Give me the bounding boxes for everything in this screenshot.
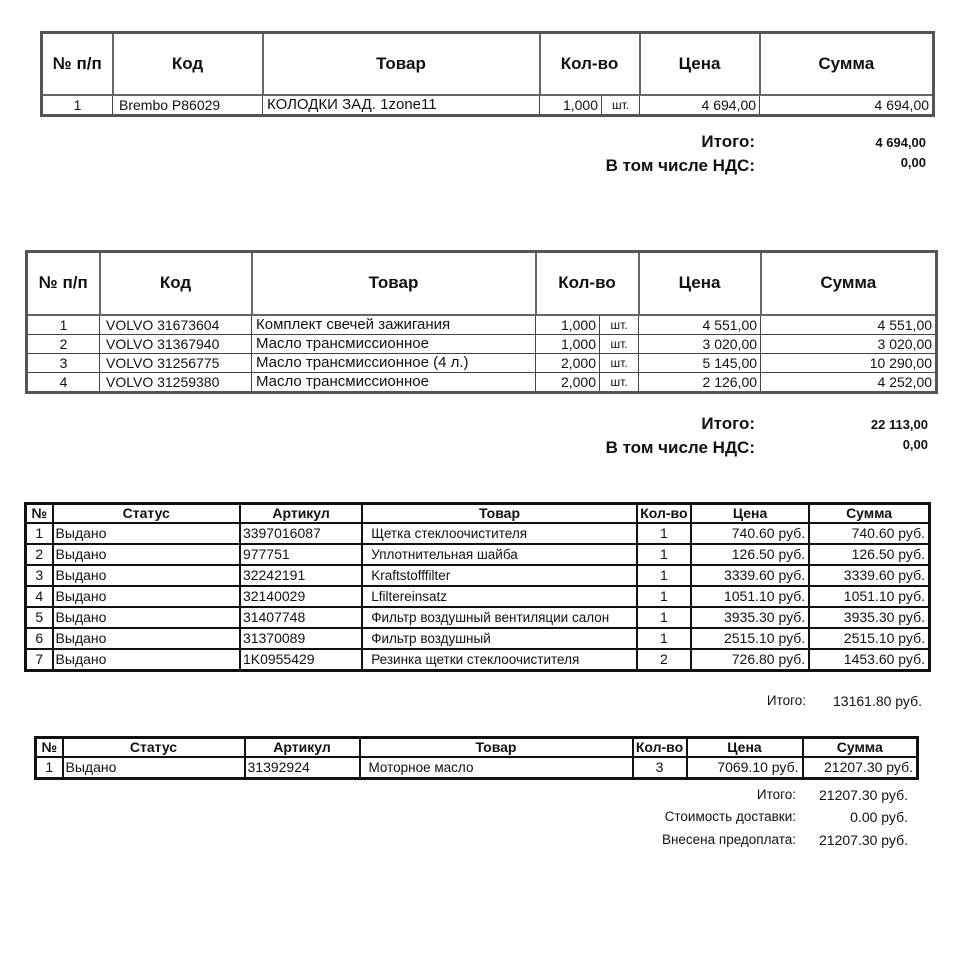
- row-price: 1051.10 руб.: [691, 586, 809, 607]
- row-status: Выдано: [53, 544, 240, 565]
- invoice-header-row: [27, 252, 937, 315]
- row-item: Щетка стеклоочистителя: [362, 523, 637, 544]
- row-num: 7: [26, 649, 53, 671]
- table-row: [26, 628, 930, 649]
- row-qty: 1,000: [536, 315, 600, 335]
- col-header-item: Товар: [252, 252, 536, 315]
- row-status: Выдано: [63, 757, 245, 779]
- order1-total-label: Итого:: [766, 693, 806, 708]
- row-item: Фильтр воздушный: [362, 628, 637, 649]
- row-price: 3 020,00: [639, 334, 761, 353]
- invoice2-vat-label: В том числе НДС:: [605, 438, 755, 457]
- col-header-sum: Сумма: [760, 33, 934, 95]
- row-qty: 1: [637, 523, 691, 544]
- row-sum: 4 551,00: [761, 315, 937, 335]
- table-row: [27, 315, 937, 335]
- row-num: 1: [36, 757, 63, 779]
- row-sum: 3935.30 руб.: [809, 607, 929, 628]
- col-header-sum: Сумма: [761, 252, 937, 315]
- col-header-code: Код: [113, 33, 263, 95]
- row-article: 32242191: [240, 565, 362, 586]
- col-header-qty: Кол-во: [540, 33, 640, 95]
- table-row: [26, 523, 930, 544]
- invoice1-total-value: 4 694,00: [875, 135, 926, 150]
- row-qty: 2,000: [536, 372, 600, 392]
- row-item: Масло трансмиссионное: [252, 372, 536, 392]
- row-code: VOLVO 31673604: [100, 315, 252, 335]
- col-header-article: Артикул: [240, 504, 362, 524]
- col-header-status: Статус: [53, 504, 240, 524]
- row-qty: 1: [637, 586, 691, 607]
- row-article: 1K0955429: [240, 649, 362, 671]
- row-price: 3339.60 руб.: [691, 565, 809, 586]
- row-sum: 4 694,00: [760, 95, 934, 116]
- col-header-price: Цена: [687, 738, 803, 758]
- row-code: VOLVO 31256775: [100, 353, 252, 372]
- invoice2-total-value: 22 113,00: [870, 417, 928, 432]
- row-unit: шт.: [602, 95, 640, 116]
- row-num: 1: [42, 95, 113, 116]
- table-row: [27, 353, 937, 372]
- table-row: [26, 607, 930, 628]
- row-article: 3397016087: [240, 523, 362, 544]
- row-article: 977751: [240, 544, 362, 565]
- row-item: Резинка щетки стеклоочистителя: [362, 649, 637, 671]
- row-qty: 1: [637, 607, 691, 628]
- col-header-num: № п/п: [42, 33, 113, 95]
- row-sum: 1453.60 руб.: [809, 649, 929, 671]
- invoice2-vat-value: 0,00: [902, 437, 928, 452]
- order-table-1: [24, 502, 931, 672]
- row-sum: 3339.60 руб.: [809, 565, 929, 586]
- table-row: [36, 757, 918, 779]
- table-row: [26, 649, 930, 671]
- row-item: Моторное масло: [360, 757, 633, 779]
- row-sum: 740.60 руб.: [809, 523, 929, 544]
- row-article: 31392924: [245, 757, 360, 779]
- order-header-row: [36, 738, 918, 758]
- row-status: Выдано: [53, 565, 240, 586]
- order1-total-value: 13161.80 руб.: [833, 693, 922, 709]
- order-header-row: [26, 504, 930, 524]
- col-header-qty: Кол-во: [536, 252, 639, 315]
- row-unit: шт.: [600, 334, 639, 353]
- row-num: 1: [27, 315, 100, 335]
- row-status: Выдано: [53, 586, 240, 607]
- row-item: Масло трансмиссионное: [252, 334, 536, 353]
- row-item: Kraftstofffilter: [362, 565, 637, 586]
- table-row: [27, 334, 937, 353]
- col-header-sum: Сумма: [803, 738, 918, 758]
- row-qty: 1,000: [536, 334, 600, 353]
- col-header-num: № п/п: [27, 252, 100, 315]
- row-num: 4: [27, 372, 100, 392]
- row-unit: шт.: [600, 315, 639, 335]
- row-price: 4 551,00: [639, 315, 761, 335]
- row-price: 4 694,00: [640, 95, 760, 116]
- row-num: 2: [26, 544, 53, 565]
- invoice-table-1: [40, 31, 935, 117]
- col-header-sum: Сумма: [809, 504, 929, 524]
- invoice2-total-label: Итого:: [701, 414, 755, 433]
- order2-prepaid-label: Внесена предоплата:: [661, 832, 796, 847]
- row-num: 6: [26, 628, 53, 649]
- row-qty: 1: [637, 628, 691, 649]
- table-row: [26, 544, 930, 565]
- row-qty: 1,000: [540, 95, 602, 116]
- row-price: 3935.30 руб.: [691, 607, 809, 628]
- order2-total-value: 21207.30 руб.: [819, 787, 908, 803]
- order-table-2: [34, 736, 919, 780]
- col-header-qty: Кол-во: [637, 504, 691, 524]
- table-row: [26, 586, 930, 607]
- col-header-code: Код: [100, 252, 252, 315]
- row-price: 2 126,00: [639, 372, 761, 392]
- row-status: Выдано: [53, 628, 240, 649]
- row-item: Фильтр воздушный вентиляции салон: [362, 607, 637, 628]
- table-row: [26, 565, 930, 586]
- col-header-status: Статус: [63, 738, 245, 758]
- row-price: 726.80 руб.: [691, 649, 809, 671]
- col-header-item: Товар: [362, 504, 637, 524]
- row-num: 2: [27, 334, 100, 353]
- row-status: Выдано: [53, 649, 240, 671]
- col-header-price: Цена: [640, 33, 760, 95]
- row-code: VOLVO 31367940: [100, 334, 252, 353]
- row-status: Выдано: [53, 607, 240, 628]
- col-header-qty: Кол-во: [633, 738, 687, 758]
- col-header-price: Цена: [639, 252, 761, 315]
- row-price: 126.50 руб.: [691, 544, 809, 565]
- col-header-item: Товар: [360, 738, 633, 758]
- row-num: 5: [26, 607, 53, 628]
- row-item: КОЛОДКИ ЗАД. 1zone11: [263, 95, 540, 116]
- row-code: Brembo P86029: [113, 95, 263, 116]
- row-sum: 126.50 руб.: [809, 544, 929, 565]
- order2-delivery-label: Стоимость доставки:: [664, 809, 796, 824]
- row-qty: 1: [637, 565, 691, 586]
- row-article: 32140029: [240, 586, 362, 607]
- row-item: Уплотнительная шайба: [362, 544, 637, 565]
- row-price: 740.60 руб.: [691, 523, 809, 544]
- col-header-item: Товар: [263, 33, 540, 95]
- row-article: 31370089: [240, 628, 362, 649]
- col-header-price: Цена: [691, 504, 809, 524]
- col-header-num: №: [26, 504, 53, 524]
- row-num: 3: [26, 565, 53, 586]
- row-num: 3: [27, 353, 100, 372]
- order2-total-label: Итого:: [756, 787, 796, 802]
- row-num: 4: [26, 586, 53, 607]
- order2-prepaid-value: 21207.30 руб.: [819, 832, 908, 848]
- row-unit: шт.: [600, 353, 639, 372]
- row-sum: 10 290,00: [761, 353, 937, 372]
- row-item: Комплект свечей зажигания: [252, 315, 536, 335]
- col-header-article: Артикул: [245, 738, 360, 758]
- invoice-table-2: [25, 250, 938, 394]
- row-code: VOLVO 31259380: [100, 372, 252, 392]
- row-unit: шт.: [600, 372, 639, 392]
- row-sum: 4 252,00: [761, 372, 937, 392]
- row-sum: 21207.30 руб.: [803, 757, 918, 779]
- col-header-num: №: [36, 738, 63, 758]
- row-status: Выдано: [53, 523, 240, 544]
- table-row: [42, 95, 934, 116]
- invoice-header-row: [42, 33, 934, 95]
- row-sum: 2515.10 руб.: [809, 628, 929, 649]
- row-price: 2515.10 руб.: [691, 628, 809, 649]
- invoice1-vat-value: 0,00: [900, 155, 926, 170]
- row-sum: 1051.10 руб.: [809, 586, 929, 607]
- row-qty: 1: [637, 544, 691, 565]
- invoice1-total-label: Итого:: [701, 132, 755, 151]
- row-article: 31407748: [240, 607, 362, 628]
- row-num: 1: [26, 523, 53, 544]
- row-price: 7069.10 руб.: [687, 757, 803, 779]
- row-qty: 2,000: [536, 353, 600, 372]
- row-qty: 3: [633, 757, 687, 779]
- order2-delivery-value: 0.00 руб.: [850, 809, 908, 825]
- row-item: Масло трансмиссионное (4 л.): [252, 353, 536, 372]
- invoice1-vat-label: В том числе НДС:: [605, 156, 755, 175]
- row-price: 5 145,00: [639, 353, 761, 372]
- table-row: [27, 372, 937, 392]
- row-sum: 3 020,00: [761, 334, 937, 353]
- row-item: Lfiltereinsatz: [362, 586, 637, 607]
- row-qty: 2: [637, 649, 691, 671]
